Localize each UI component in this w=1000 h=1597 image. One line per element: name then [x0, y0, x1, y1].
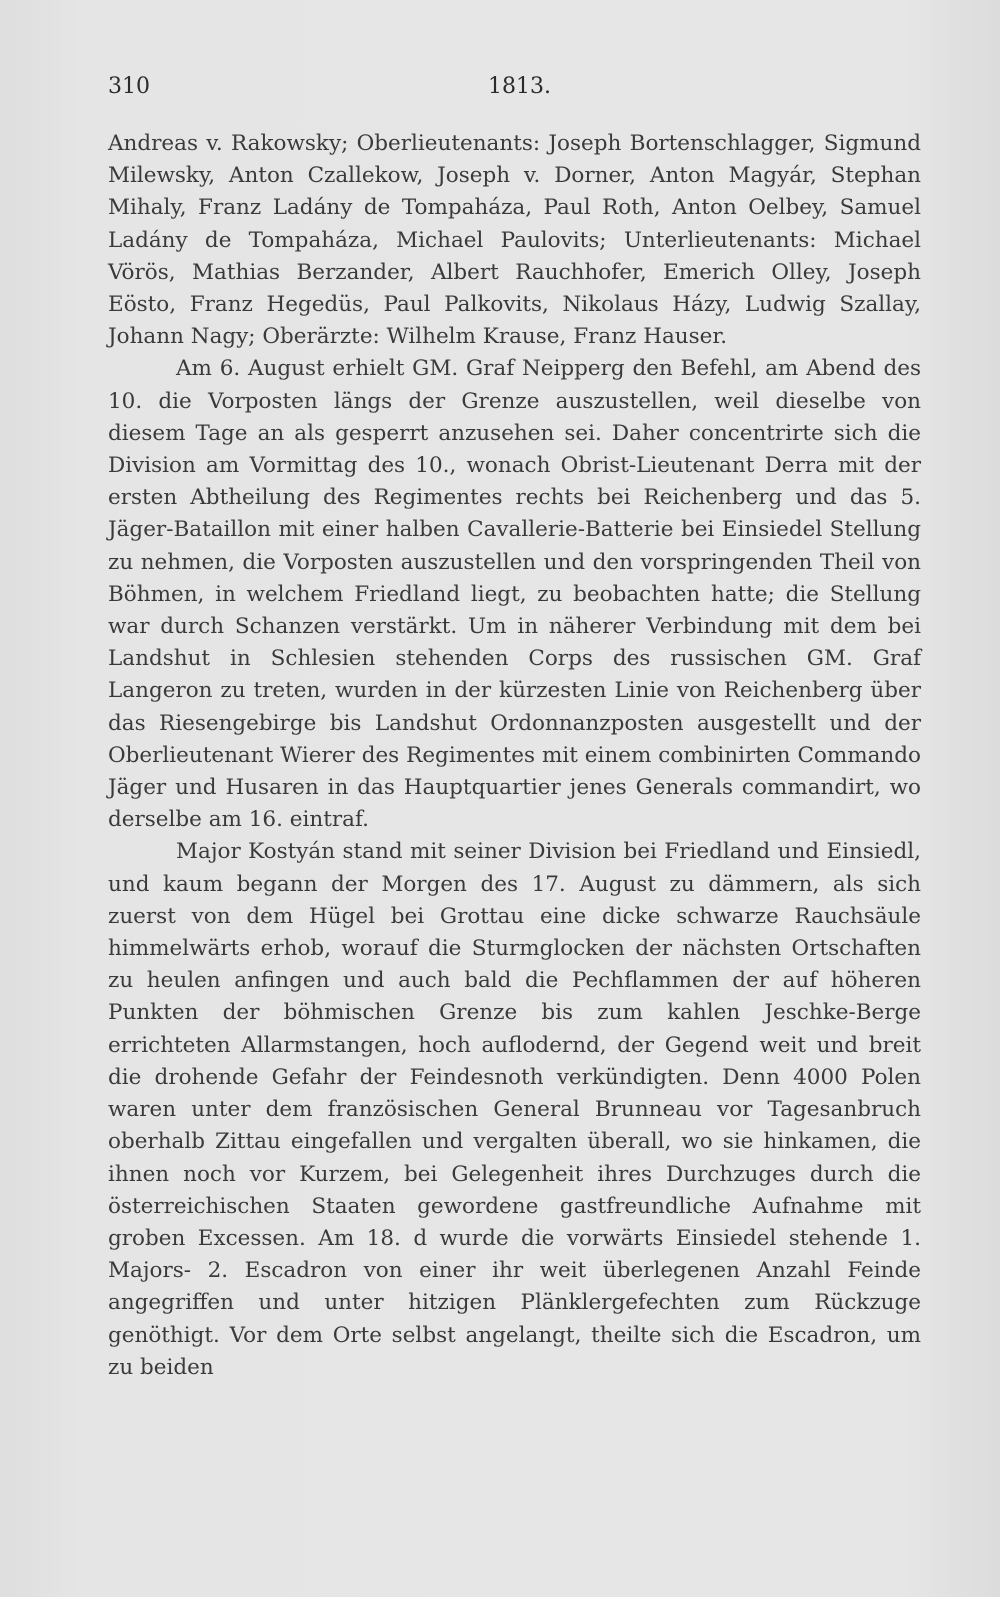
paragraph-major-kostyan: Major Kostyán stand mit seiner Division bei Friedland und Einsiedl, und kaum begann der Morgen des 17. August zu dämmern, als sich zuerst von dem Hügel bei Grottau eine dicke schwarze Rauchsäule himmelwärts erhob, worauf die Sturmglocken der nächsten Ortschaften zu heulen anfingen und auch bald die Pechflammen der auf höheren Punkten der böhmischen Grenze bis zum kahlen Jeschke-Berge errichteten Allarmstangen, hoch auflodernd, der Gegend weit und breit die drohende Gefahr der Feindesnoth verkündigten. Denn 4000 Polen waren unter dem französischen General Brunneau vor Tagesanbruch oberhalb Zittau eingefallen und vergalten überall, wo sie hinkamen, die ihnen noch vor Kurzem, bei Gelegenheit ihres Durchzuges durch die österreichischen Staaten gewordene gastfreundliche Aufnahme mit groben Excessen. Am 18. d wurde die vorwärts Einsiedel stehende 1. Majors- 2. Escadron von einer ihr weit überlegenen Anzahl Feinde angegriffen und unter hitzigen Plänklergefechten zum Rückzuge genöthigt. Vor dem Orte selbst angelangt, theilte sich die Escadron, um zu beiden	[108, 839, 921, 1380]
running-title: 1813.	[488, 74, 551, 99]
page-header	[108, 74, 928, 108]
body-text	[108, 128, 921, 1384]
paragraph-officer-list: Andreas v. Rakowsky; Oberlieutenants: Joseph Bortenschlagger, Sigmund Milewsky, Anton Czallekow, Joseph v. Dorner, Anton Magyár, Stephan Mihaly, Franz Ladány de Tompaháza, Paul Roth, Anton Oelbey, Samuel Ladány de Tompaháza, Michael Paulovits; Unterlieutenants: Michael Vörös, Mathias Berzander, Albert Rauchhofer, Emerich Olley, Joseph Eösto, Franz Hegedüs, Paul Palkovits, Nikolaus Házy, Ludwig Szallay, Johann Nagy; Oberärzte: Wilhelm Krause, Franz Hauser.	[108, 131, 921, 350]
page-number: 310	[108, 74, 150, 99]
paragraph-august-6: Am 6. August erhielt GM. Graf Neipperg den Befehl, am Abend des 10. die Vorposten längs der Grenze auszustellen, weil dieselbe von diesem Tage an als gesperrt anzusehen sei. Daher concentrirte sich die Division am Vormittag des 10., wonach Obrist-Lieutenant Derra mit der ersten Abtheilung des Regimentes rechts bei Reichenberg und das 5. Jäger-Bataillon mit einer halben Cavallerie-Batterie bei Einsiedel Stellung zu nehmen, die Vorposten auszustellen und den vorspringenden Theil von Böhmen, in welchem Friedland liegt, zu beobachten hatte; die Stellung war durch Schanzen verstärkt. Um in näherer Verbindung mit dem bei Landshut in Schlesien stehenden Corps des russischen GM. Graf Langeron zu treten, wurden in der kürzesten Linie von Reichenberg über das Riesengebirge bis Landshut Ordonnanzposten ausgestellt und der Oberlieutenant Wierer des Regimentes mit einem combinirten Commando Jäger und Husaren in das Hauptquartier jenes Generals commandirt, wo derselbe am 16. eintraf.	[108, 356, 921, 833]
